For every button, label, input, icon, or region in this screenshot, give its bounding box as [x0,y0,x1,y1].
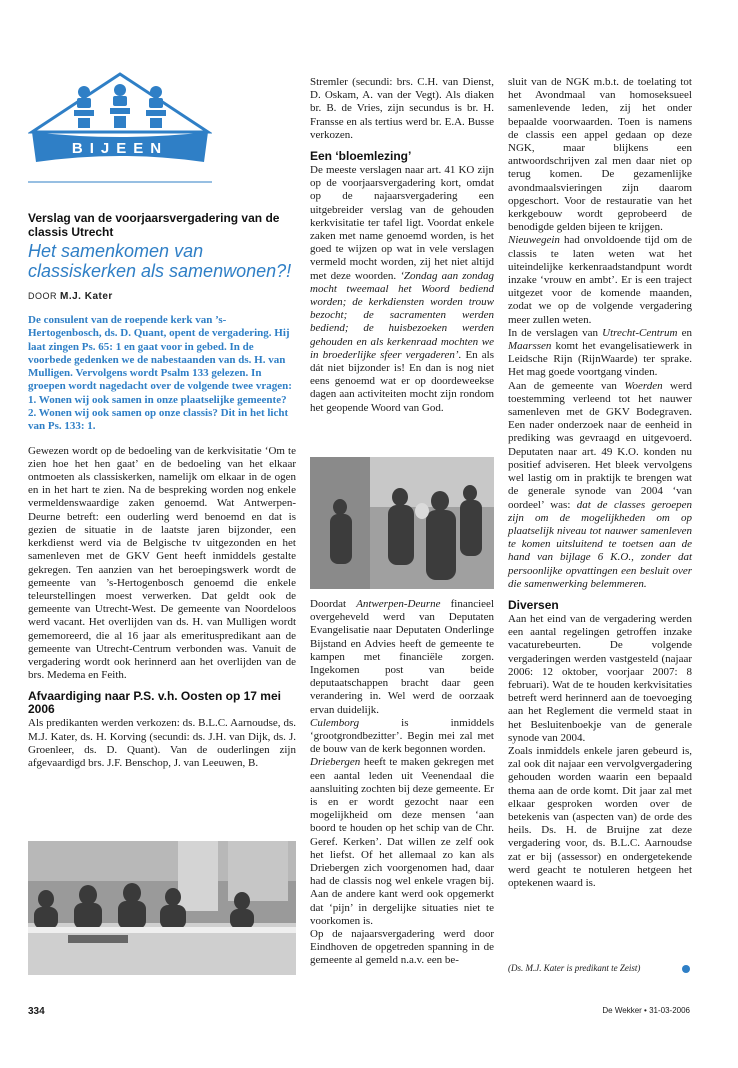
col2-paragraph-2 [310,164,494,415]
col3-paragraph-4 [508,380,692,591]
column-3 [508,76,692,890]
col1-paragraph-2: Als predikanten werden verkozen: ds. B.L.C. Aarnoudse, ds. M.J. Kater, ds. H. Korving (secundi: ds. J.H. van Dijk, ds. J. Groenleer, ds. D. Quant). Van de ouderlingen zijn afgevaardigd brs. J.F. Benschop, J. van Leeuwen, B. [28,717,296,769]
col1-paragraph-1: Gewezen wordt op de bedoeling van de kerkvisitatie ‘Om te zien hoe het hen gaat’ en de bedoeling van het elkaar ontmoeten als classiskerken, namelijk om elkaar in de ogen en in het hart te zien. Na de bespreking worden nog enkele vermeldenswaardige zaken genoemd. Wat Antwerpen-Deurne betreft: een ouderling werd benoemd en dat is gezien de situatie in de laatste jaren bijzonder, een kerkdienst werd via de Belgische tv uitgezonden en het samenleven met de GKV Gent heeft inmiddels gestalte gekregen. Ten aanzien van het beroepingswerk wordt de gemeente van ’s-Hertogenbosch genoemd die enkele teleurstellingen moest verwerken. Dat geldt ook de gemeente van Utrecht-West. De gemeente van Noordeloos werd vacant. Het overlijden van ds. H. van Mulligen wordt gememoreerd, die al 16 jaar als emerituspredikant aan de gemeente van Utrecht-Centrum verbonden was. Vanuit de vergadering wordt ook herinnerd aan het overlijden van de brs. Medema en Feith. [28,444,296,682]
heading-bloemlezing: Een ‘bloemlezing’ [310,149,412,164]
col3-p4-quote: dat de classes geroepen zijn om de mogelijkheden om op plaatselijk niveau tot nauwer samenleven te komen uitsluitend te toetsen aan de hand van bijlage 6 K.O., zonder dat persoonlijke opvattingen een besluit over die samenwerking belemmeren. [508,498,692,590]
col2-paragraph-3 [310,598,494,717]
place-antwerpen-deurne: Antwerpen-Deurne [356,598,441,610]
place-woerden: Woerden [624,379,663,392]
col2-paragraph-6: Op de najaarsvergadering werd door Eindhoven de opgetreden spanning in de gemeente al gemeld n.a.v. een be- [310,928,494,967]
column-1 [28,212,296,770]
col3-paragraph-6: Zoals inmiddels enkele jaren gebeurd is, zal ook dit najaar een vervolgvergadering gehouden worden waarin een bepaald thema aan de orde komt. Dit jaar zal met elkaar gesproken worden over de betekenis van (aspecten van) de orde des heils. Ds. H. de Bruijne zat deze vergadering voor, ds. B.L.C. Aarnoudse zat er bij (assessor) en ondergetekende werd geacht te notuleren hetgeen het optekenen waard is. [508,744,692,889]
col3-paragraph-2 [508,234,692,326]
col3-p4-pre: Aan de gemeente van [508,379,625,392]
reception-photo [310,457,494,589]
signoff-text: (Ds. M.J. Kater is predikant te Zeist) [508,963,641,973]
meeting-photo [28,841,296,975]
col2-paragraph-1: Stremler (secundi: brs. C.H. van Dienst, D. Oskam, A. van der Vegt). Als diaken br. B. de Vries, zijn secundus is br. H. Fransse en als tertius werd br. E.A. Busse verkozen. [310,76,494,141]
bijeen-logo [28,70,212,188]
byline [28,291,296,302]
logo-text: BIJEEN [71,140,169,157]
col2-p4-post: is inmiddels ‘grootgrondbezitter’. Begin mei zal met de bouw van de kerk begonnen worden. [310,716,494,756]
col3-p3-mid: en [677,326,693,339]
column-2-continued [310,598,494,968]
col3-p3-pre: In de verslagen van [508,326,603,339]
col2-p2-text-b: En als dát niet bijzonder is! En dan is nog niet eens genoemd wat er op doordeweekse dagen aan activiteiten mocht zijn rondom het geopende Woord van God. [310,348,494,414]
place-nieuwegein: Nieuwegein [508,234,560,247]
heading-afvaardiging: Afvaardiging naar P.S. v.h. Oosten op 17 mei 2006 [28,689,281,717]
place-culemborg: Culemborg [310,716,360,729]
column-2 [310,76,494,415]
col3-paragraph-1: sluit van de NGK m.b.t. de toelating tot het Avondmaal van homoseksueel samenlevende leden, zij het onder bepaalde voorwaarden. Toen is namens de classis een appel gedaan op deze NGK, maar blijkens een antwoordschrijven zal men daar niet op terug komen. De gezamenlijke avondmaalsvieringen zijn daarom opgeschort. Voor de restauratie van het kerkgebouw wordt geprobeerd de benodigde gelden bijeen te krijgen. [508,76,692,234]
heading-diversen: Diversen [508,597,559,612]
page-number: 334 [28,1006,45,1017]
col3-paragraph-5: Aan het eind van de vergadering werden een aantal regelingen getroffen inzake vacaturebeurten. De volgende vergaderingen werden vastgesteld (najaar 2006: 12 oktober, voorjaar 2007: 8 februari). Wat de te houden kerkvisitaties betreft werd herinnerd aan de toevoeging aan het Reglement die vermeld staat in het Besluitenboekje van de generale synode van 2004. [508,612,692,744]
col2-paragraph-4 [310,717,494,757]
byline-prefix: DOOR [28,291,57,301]
col2-p2-quote: ‘Zondag aan zondag mocht tweemaal het Woord bediend worden; de kerkdiensten worden trouw bezocht; de sacramenten werden bediend; de huisbezoeken werden gehouden en als kerkenraad mochten we in broederlijke sfeer vergaderen’. [310,269,494,361]
col3-p2-post: had onvoldoende tijd om de classis te laten weten wat het uiteindelijke kerkenraadstandpunt wordt inzake ‘vrouw en ambt’. Er is een traject uitgezet voor de komende maanden, zodat we op de volgende vergadering meer zullen weten. [508,234,692,326]
place-utrecht-centrum: Utrecht-Centrum [602,326,678,339]
place-driebergen: Driebergen [310,756,361,769]
col2-p5-post: heeft te maken gekregen met een aantal leden uit Veenendaal die aansluiting zochten bij deze gemeente. Er is en er wordt gezocht naar een mogelijkheid om deze mensen ‘aan boord te houden op het schip van de Chr. Geref. Kerken’. Dat willen ze zelf ook het liefst. Of het allemaal zo kan als Driebergen zich voorgenomen had, daar had de classis nog wel enkele vragen bij. Aan de andere kant werd ook opgemerkt dat ‘pijn’ in dergelijke situaties niet te voorkomen is. [310,756,494,927]
col2-p3-post: financieel overgeheveld werd van Deputaten Evangelisatie naar Deputaten Onderlinge Bijstand en Advies heeft de gemeente te kampen met financiële zorgen. Ingekomen post van beide deputaatschappen bracht daar geen verandering in. Wel werd de oorzaak ervan duidelijk. [310,598,494,716]
article-kicker: Verslag van de voorjaarsvergadering van de classis Utrecht [28,211,280,239]
signoff [508,963,692,973]
end-bullet-icon [682,965,690,973]
place-maarssen: Maarssen [508,340,552,353]
article-lead: De consulent van de roepende kerk van ’s-Hertogenbosch, ds. D. Quant, opent de vergadering. Hij laat zingen Ps. 65: 1 en gaat voor in gebed. In de voorbede gedenken we de nabestaanden van ds. H. van Mulligen. Vervolgens wordt Psalm 133 gelezen. In groepen wordt nagedacht over de volgende twee vragen: 1. Wonen wij ook samen in onze plaatselijke gemeente? 2. Wonen wij ook samen op onze classis? Dit in het licht van Ps. 133: 1. [28,314,292,433]
col3-p4-post: werd toestemming verleend tot het nauwer samenleven met de GKV Bodegraven. Een nader onderzoek naar de eenheid in prediking was gevraagd en uitgevoerd. Deputaten naar art. 49 K.O. konden nu positief adviseren. Het bleek vervolgens wel lastig om in praktijk te brengen wat de generale synode van 2004 ‘van oordeel’ was: [508,379,692,511]
col3-paragraph-3 [508,327,692,380]
col2-p3-pre: Doordat [310,598,357,610]
publication-footer: De Wekker • 31-03-2006 [602,1006,690,1015]
col3-p3-post: komt het evangelisatiewerk in Leidsche Rijn (RijnWaarde) ter sprake. Het mag goede voortgang vinden. [508,340,692,379]
byline-author: M.J. Kater [60,291,113,302]
logo-graphic [28,70,212,188]
article-headline: Het samenkomen van classiskerken als samenwonen?! [28,241,292,281]
col2-p2-text-a: De meeste verslagen naar art. 41 KO zijn op de voorjaarsvergadering kort, omdat op de najaarsvergadering een uitgebreider verslag van de gehouden kerkvisitatie ter tafel ligt. Voordat enkele zaken met name genoemd worden, is het goed te wijzen op wat in vele verslagen vermeld mocht worden, zij het niet altijd met deze woorden. [310,164,494,282]
col2-paragraph-5 [310,756,494,928]
